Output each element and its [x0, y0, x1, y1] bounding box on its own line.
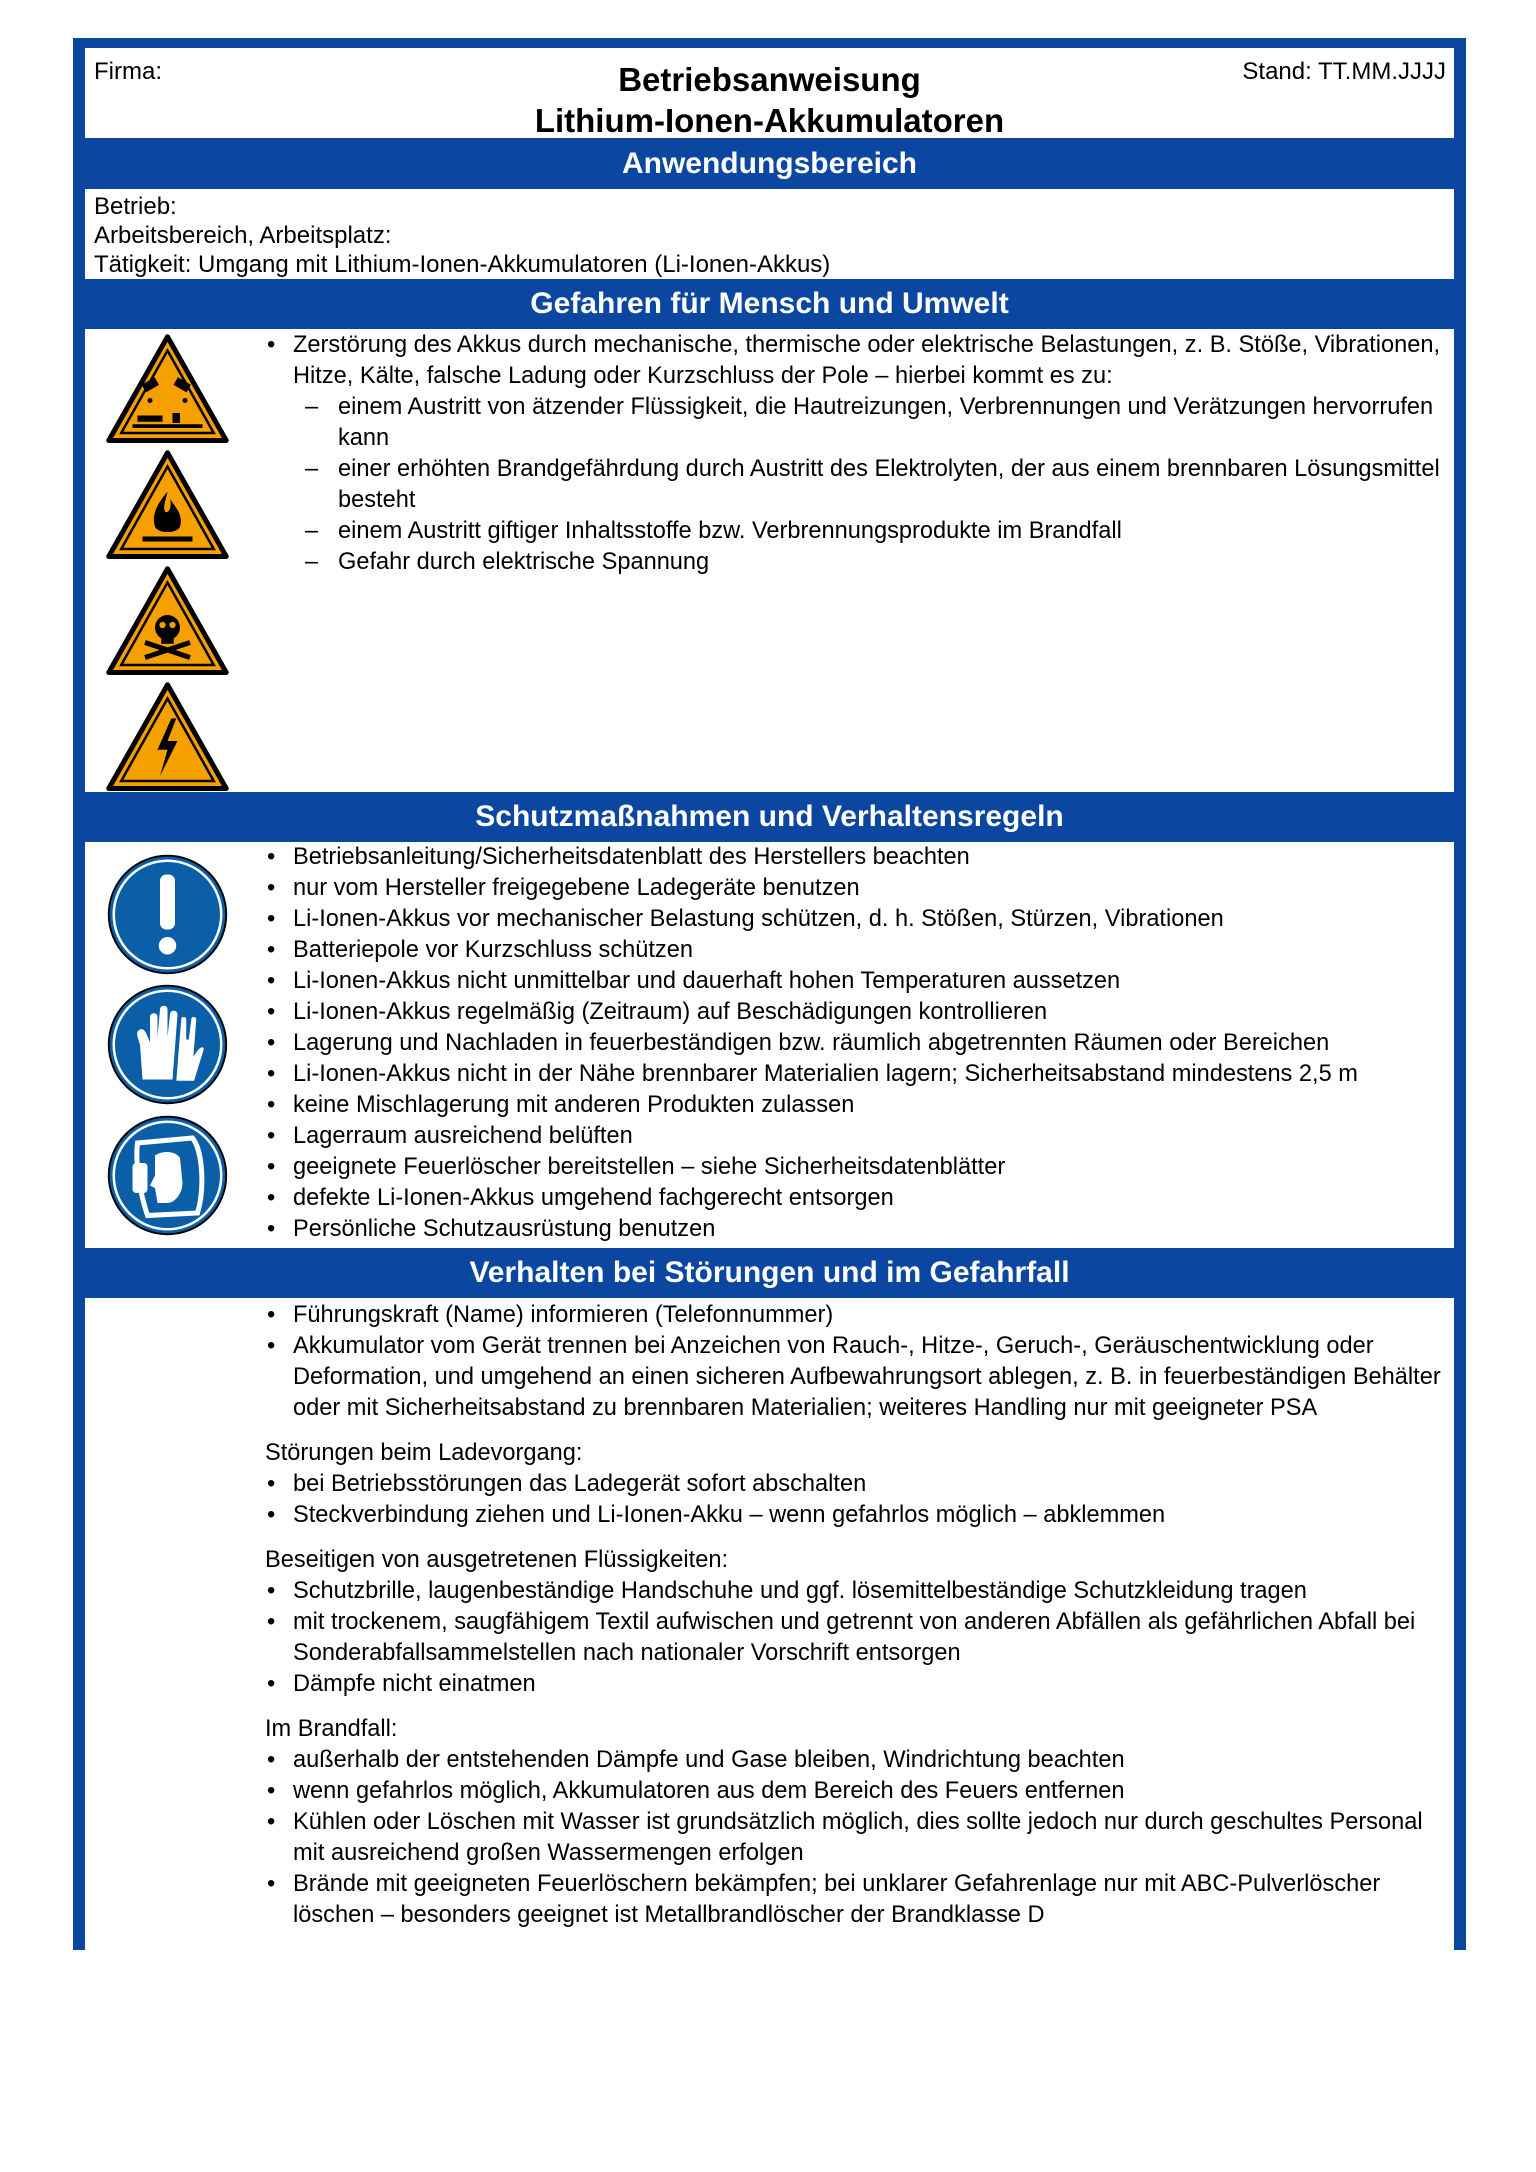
scope-section	[85, 189, 1454, 279]
subheading-fire: Im Brandfall:	[265, 1716, 398, 1742]
company-label: Firma:	[94, 58, 162, 85]
section-heading-malfunctions: Verhalten bei Störungen und im Gefahrfall	[469, 1256, 1070, 1289]
scope-line-workplace: Arbeitsbereich, Arbeitsplatz:	[94, 222, 392, 249]
date-label: Stand: TT.MM.JJJJ	[1242, 58, 1446, 85]
list-item: • nur vom Hersteller freigegebene Ladegeräte benutzen	[265, 873, 1446, 904]
title-line-2: Lithium-Ionen-Akkumulatoren	[534, 102, 1005, 139]
subheading-leaked-liquids: Beseitigen von ausgetretenen Flüssigkeiten:	[265, 1547, 728, 1573]
title-line-1: Betriebsanweisung	[618, 61, 921, 98]
scope-line-activity: Tätigkeit: Umgang mit Lithium-Ionen-Akkumulatoren (Li-Ionen-Akkus)	[94, 251, 831, 278]
list-item: • keine Mischlagerung mit anderen Produkten zulassen	[265, 1090, 1446, 1121]
protective-measures-text	[265, 842, 1446, 1245]
operating-instruction-sheet	[73, 38, 1466, 1950]
list-item: • mit trockenem, saugfähigem Textil aufwischen und getrennt von anderen Abfällen als gefährlichen Abfall bei Sonderabfallsammelstellen nach nationaler Vorschrift entsorgen	[265, 1607, 1446, 1669]
list-item: • Li-Ionen-Akkus nicht unmittelbar und dauerhaft hohen Temperaturen aussetzen	[265, 966, 1446, 997]
electric-voltage-warning-icon	[105, 681, 230, 794]
list-item: • Schutzbrille, laugenbeständige Handschuhe und ggf. lösemittelbeständige Schutzkleidung tragen	[265, 1576, 1446, 1607]
corrosive-warning-icon	[105, 333, 230, 446]
list-item: – einem Austritt von ätzender Flüssigkeit, die Hautreizungen, Verbrennungen und Verätzungen hervorrufen kann	[265, 392, 1446, 454]
protective-measures-section	[85, 842, 1454, 1248]
list-item: • Lagerraum ausreichend belüften	[265, 1121, 1446, 1152]
malfunctions-section	[85, 1298, 1454, 1950]
list-item: • Zerstörung des Akkus durch mechanische, thermische oder elektrische Belastungen, z. B. Stöße, Vibrationen, Hitze, Kälte, falsche Ladung oder Kurzschluss der Pole – hierbei kommt es zu: – einem Austritt von ätzender Flüssigkeit, die Hautreizungen, Verbrennungen und Verätzungen hervorrufen kann – einer erhöhten Brandgefährdung durch Austritt des Elektrolyten, der aus einem brennbaren Lösungsmittel besteht – einem Austritt giftiger Inhaltsstoffe bzw. Verbrennungsprodukte im Brandfall – Gefahr durch elektrische Spannung	[265, 330, 1446, 578]
header	[85, 48, 1454, 138]
subheading-charging: Störungen beim Ladevorgang:	[265, 1440, 583, 1466]
list-item: • Betriebsanleitung/Sicherheitsdatenblatt des Herstellers beachten	[265, 842, 1446, 873]
list-item: • Li-Ionen-Akkus regelmäßig (Zeitraum) auf Beschädigungen kontrollieren	[265, 997, 1446, 1028]
list-item: – einem Austritt giftiger Inhaltsstoffe bzw. Verbrennungsprodukte im Brandfall	[265, 516, 1446, 547]
list-item: • Lagerung und Nachladen in feuerbeständigen bzw. räumlich abgetrennten Räumen oder Bereichen	[265, 1028, 1446, 1059]
hazards-section	[85, 329, 1454, 792]
list-item: • bei Betriebsstörungen das Ladegerät sofort abschalten	[265, 1469, 1446, 1500]
list-item: • Akkumulator vom Gerät trennen bei Anzeichen von Rauch-, Hitze-, Geruch-, Geräuschentwicklung oder Deformation, und umgehend an einen sicheren Aufbewahrungsort ablegen, z. B. in feuerbeständigen Behälter oder mit Sicherheitsabstand zu brennbaren Materialien; weiteres Handling nur mit geeigneter PSA	[265, 1331, 1446, 1424]
flammable-warning-icon	[105, 449, 230, 562]
wear-gloves-icon	[105, 982, 230, 1107]
section-heading-protective-measures: Schutzmaßnahmen und Verhaltensregeln	[475, 800, 1064, 833]
list-item: • Li-Ionen-Akkus nicht in der Nähe brennbarer Materialien lagern; Sicherheitsabstand mindestens 2,5 m	[265, 1059, 1446, 1090]
section-heading-hazards: Gefahren für Mensch und Umwelt	[530, 287, 1009, 320]
list-item: • Persönliche Schutzausrüstung benutzen	[265, 1214, 1446, 1245]
malfunctions-text	[265, 1300, 1446, 1931]
toxic-warning-icon	[105, 565, 230, 678]
hazards-text	[265, 330, 1446, 578]
list-item: • Steckverbindung ziehen und Li-Ionen-Akku – wenn gefahrlos möglich – abklemmen	[265, 1500, 1446, 1531]
list-item: • geeignete Feuerlöscher bereitstellen – siehe Sicherheitsdatenblätter	[265, 1152, 1446, 1183]
list-item: • Batteriepole vor Kurzschluss schützen	[265, 935, 1446, 966]
list-item: • Führungskraft (Name) informieren (Telefonnummer)	[265, 1300, 1446, 1331]
list-item: – Gefahr durch elektrische Spannung	[265, 547, 1446, 578]
list-item: • wenn gefahrlos möglich, Akkumulatoren aus dem Bereich des Feuers entfernen	[265, 1776, 1446, 1807]
section-heading-scope: Anwendungsbereich	[621, 147, 918, 180]
list-item: – einer erhöhten Brandgefährdung durch Austritt des Elektrolyten, der aus einem brennbaren Lösungsmittel besteht	[265, 454, 1446, 516]
list-item: • defekte Li-Ionen-Akkus umgehend fachgerecht entsorgen	[265, 1183, 1446, 1214]
list-item: • außerhalb der entstehenden Dämpfe und Gase bleiben, Windrichtung beachten	[265, 1745, 1446, 1776]
list-item: • Kühlen oder Löschen mit Wasser ist grundsätzlich möglich, dies sollte jedoch nur durch geschultes Personal mit ausreichend großen Wassermengen erfolgen	[265, 1807, 1446, 1869]
list-item: • Li-Ionen-Akkus vor mechanischer Belastung schützen, d. h. Stößen, Stürzen, Vibrationen	[265, 904, 1446, 935]
scope-line-company: Betrieb:	[94, 193, 177, 220]
wear-face-shield-icon	[105, 1113, 230, 1238]
list-item: • Dämpfe nicht einatmen	[265, 1669, 1446, 1700]
general-mandatory-icon	[105, 852, 230, 977]
list-item: • Brände mit geeigneten Feuerlöschern bekämpfen; bei unklarer Gefahrenlage nur mit ABC-Pulverlöscher löschen – besonders geeignet ist Metallbrandlöscher der Brandklasse D	[265, 1869, 1446, 1931]
